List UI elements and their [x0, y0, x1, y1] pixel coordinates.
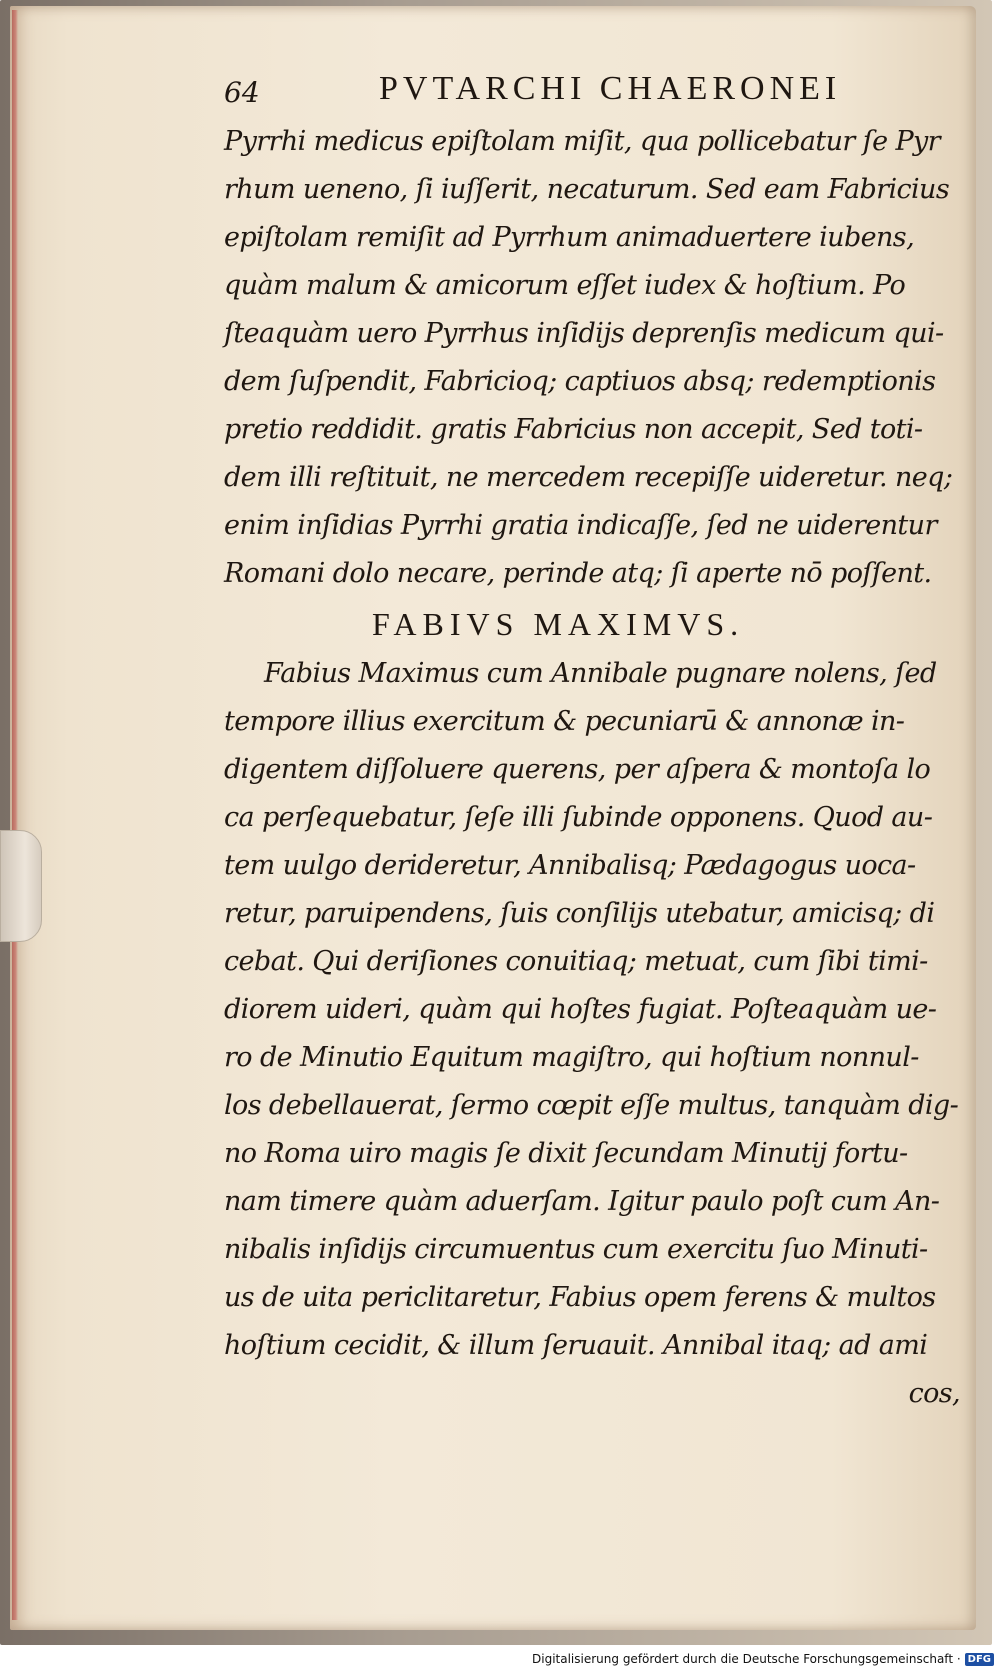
text-line: tempore illius exercitum & pecuniarū & annonæ in- [224, 706, 905, 737]
digitization-credit [532, 1652, 994, 1666]
paragraph-pyrrhus [224, 118, 976, 598]
page-clasp [0, 830, 42, 942]
dfg-logo: DFG [965, 1653, 994, 1666]
text-block [224, 70, 976, 1418]
text-line: ca perſequebatur, ſeſe illi ſubinde opponens. Quod au- [224, 802, 933, 833]
text-line: us de uita periclitaretur, Fabius opem ferens & multos [224, 1282, 936, 1313]
text-line: dem illi reſtituit, ne mercedem recepiſſe uideretur. neq; [224, 462, 953, 493]
text-line: Pyrrhi medicus epiſtolam miſit, qua pollicebatur ſe Pyr [224, 126, 940, 157]
text-line: enim inſidias Pyrrhi gratia indicaſſe, ſed ne uiderentur [224, 510, 937, 541]
catchword: cos, [908, 1378, 960, 1409]
page-number: 64 [224, 76, 260, 109]
text-line: hoſtium cecidit, & illum ſeruauit. Annibal itaq; ad ami [224, 1330, 928, 1361]
text-line: retur, paruipendens, ſuis conſilijs utebatur, amicisq; di [224, 898, 935, 929]
text-line: nibalis inſidijs circumuentus cum exercitu ſuo Minuti- [224, 1234, 928, 1265]
running-head: PVTARCHI CHAERONEI [379, 70, 842, 107]
page-header [224, 70, 976, 118]
credit-text: Digitalisierung gefördert durch die Deutsche Forschungsgemeinschaft · [532, 1652, 961, 1666]
text-line: quàm malum & amicorum eſſet iudex & hoſtium. Po [224, 270, 906, 301]
text-line: digentem diſſoluere querens, per aſpera & montoſa lo [224, 754, 931, 785]
text-line: ſteaquàm uero Pyrrhus inſidijs deprenſis medicum qui- [224, 318, 944, 349]
text-line: pretio reddidit. gratis Fabricius non accepit, Sed toti- [224, 414, 923, 445]
text-line: epiſtolam remiſit ad Pyrrhum animaduertere iubens, [224, 222, 915, 253]
section-title: FABIVS MAXIMVS. [372, 606, 745, 642]
text-line: tem uulgo derideretur, Annibalisq; Pædagogus uoca- [224, 850, 916, 881]
text-line: Fabius Maximus cum Annibale pugnare nolens, ſed [264, 658, 937, 689]
text-line: diorem uideri, quàm qui hoſtes fugiat. Poſteaquàm ue- [224, 994, 937, 1025]
text-line: dem ſuſpendit, Fabricioq; captiuos absq; redemptionis [224, 366, 936, 397]
text-line: cebat. Qui deriſiones conuitiaq; metuat, cum ſibi timi- [224, 946, 928, 977]
text-line: los debellauerat, ſermo cœpit eſſe multus, tanquàm dig- [224, 1090, 959, 1121]
text-line: nam timere quàm aduerſam. Igitur paulo poſt cum An- [224, 1186, 940, 1217]
text-line: ro de Minutio Equitum magiſtro, qui hoſtium nonnul- [224, 1042, 919, 1073]
text-line: rhum ueneno, ſi iuſſerit, necaturum. Sed eam Fabricius [224, 174, 950, 205]
red-page-edge [12, 10, 18, 1620]
text-line: no Roma uiro magis ſe dixit ſecundam Minutij fortu- [224, 1138, 908, 1169]
paragraph-fabius [224, 650, 976, 1370]
text-line: Romani dolo necare, perinde atq; ſi aperte nō poſſent. [224, 558, 932, 589]
